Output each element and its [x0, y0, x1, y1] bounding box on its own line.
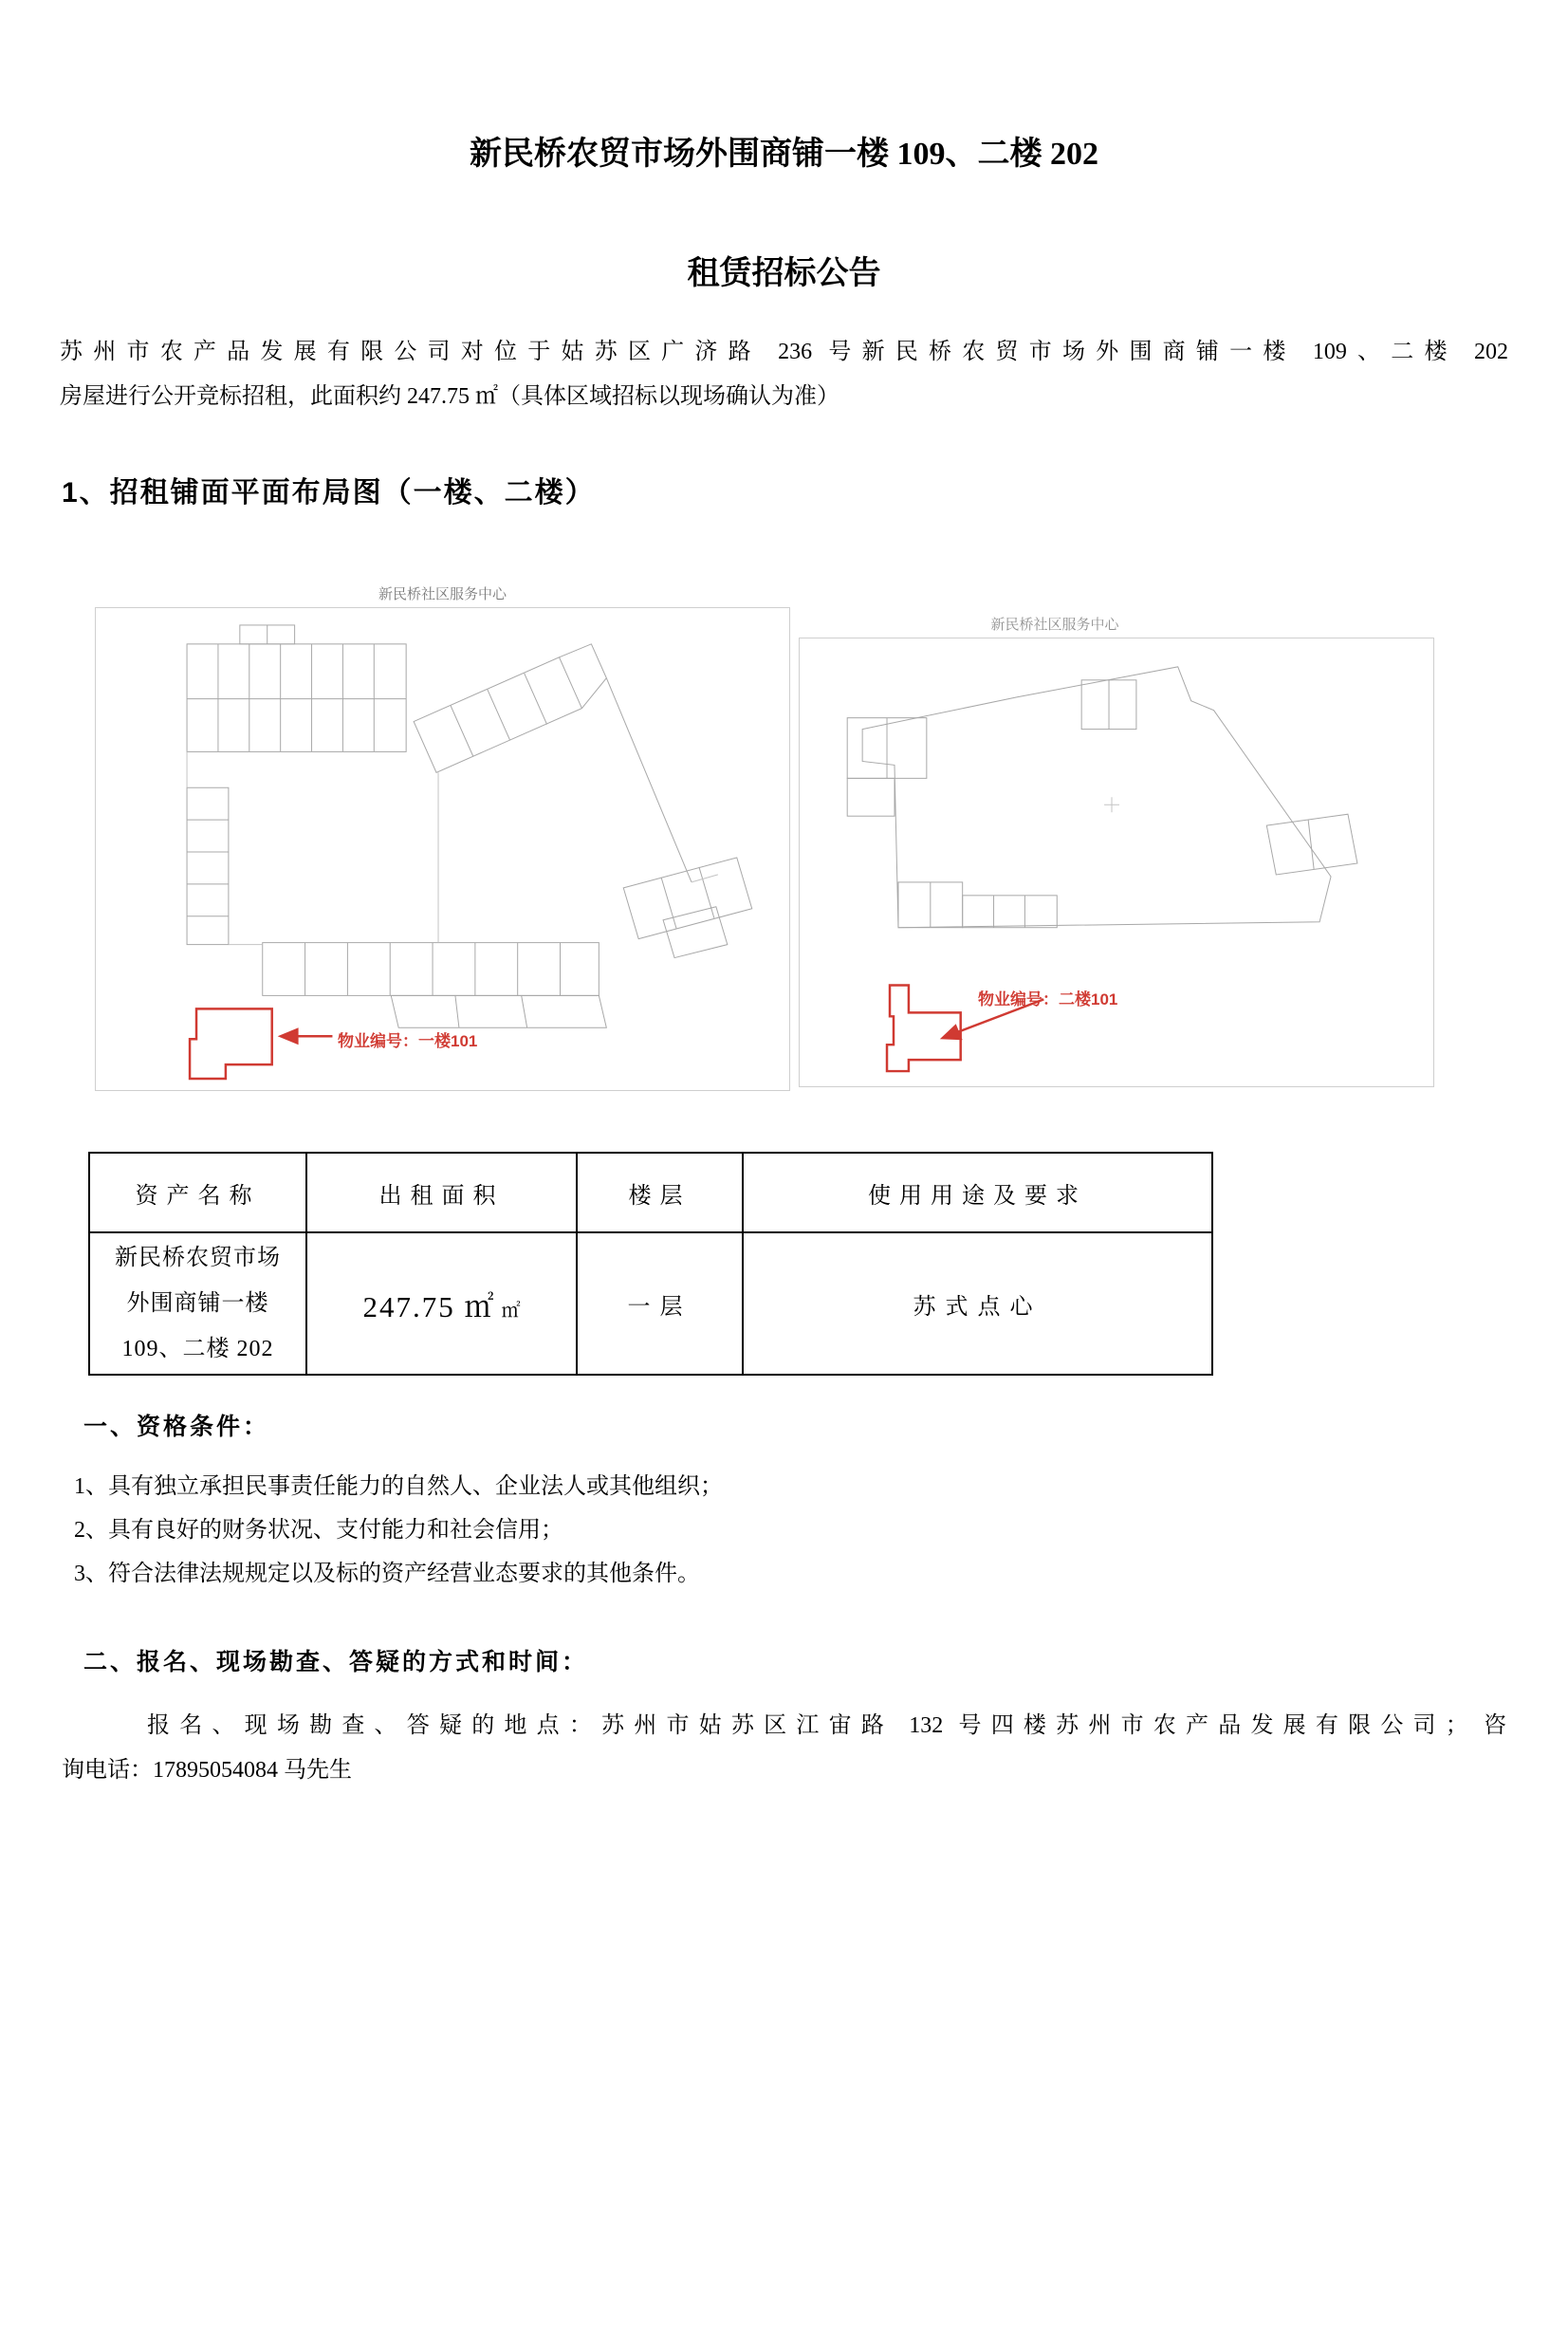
- asset-table: [88, 1152, 1213, 1376]
- document-page: [0, 131, 1568, 2349]
- cell-usage: 苏式点心: [743, 1232, 1212, 1375]
- floor1-arrowhead-icon: [278, 1027, 299, 1045]
- qualification-item-2: 2、具有良好的财务状况、支付能力和社会信用；: [74, 1518, 563, 1543]
- qualification-item-3: 3、符合法律法规规定以及标的资产经营业态要求的其他条件。: [74, 1562, 700, 1586]
- area-value: 247.75 ㎡: [362, 1289, 496, 1323]
- cell-asset-name: 新民桥农贸市场外围商铺一楼 109、二楼 202: [89, 1232, 306, 1375]
- floorplan-floor2: [799, 613, 1434, 1087]
- col-header-floor: 楼层: [577, 1153, 743, 1232]
- floorplan2-image: [799, 638, 1434, 1087]
- intro-paragraph: [60, 330, 1508, 419]
- col-header-usage: 使用用途及要求: [743, 1153, 1212, 1232]
- registration-paragraph: [62, 1704, 1506, 1793]
- registration-line-1: 报名、现场勘查、答疑的地点：苏州市姑苏区江宙路 132 号四楼苏州市农产品发展有限公司； 咨: [147, 1713, 1506, 1738]
- floor1-unit-label: 物业编号：一楼101: [338, 1032, 478, 1050]
- floor1-unit-outline: [190, 1008, 272, 1079]
- intro-line-1: 苏州市农产品发展有限公司对位于姑苏区广济路 236 号新民桥农贸市场外围商铺一楼 109、二楼 202: [60, 340, 1508, 364]
- layout-section-heading: 1、招租铺面平面布局图（一楼、二楼）: [62, 477, 596, 509]
- qualification-heading: 一、资格条件：: [83, 1414, 270, 1440]
- floorplan1-drawing: [96, 608, 789, 1090]
- floorplan1-image: [95, 607, 790, 1091]
- floorplan1-caption: 新民桥社区服务中心: [378, 587, 507, 602]
- floor2-arrowhead-icon: [940, 1024, 963, 1040]
- asset-table-header-row: [89, 1153, 1212, 1232]
- intro-line-2: 房屋进行公开竞标招租，此面积约 247.75 ㎡（具体区域招标以现场确认为准）: [60, 384, 839, 409]
- cell-area: [306, 1232, 577, 1375]
- document-subtitle: 租赁招标公告: [687, 256, 881, 291]
- col-header-area: 出租面积: [306, 1153, 577, 1232]
- qualification-item-1: 1、具有独立承担民事责任能力的自然人、企业法人或其他组织；: [74, 1474, 723, 1499]
- floorplans-container: [0, 575, 1568, 1106]
- floor2-unit-label: 物业编号：二楼101: [978, 990, 1118, 1008]
- area-unit-small: ㎡: [501, 1300, 521, 1322]
- floorplan-floor1: [95, 583, 790, 1091]
- cell-floor: 一层: [577, 1232, 743, 1375]
- floor2-unit-outline: [887, 985, 961, 1071]
- floorplan2-drawing: [800, 638, 1433, 1086]
- asset-table-row: [89, 1232, 1212, 1375]
- floorplan2-caption: 新民桥社区服务中心: [990, 618, 1119, 633]
- registration-heading: 二、报名、现场勘查、答疑的方式和时间：: [83, 1649, 589, 1675]
- registration-line-2: 询电话：17895054084 马先生: [62, 1758, 352, 1783]
- document-title: 新民桥农贸市场外围商铺一楼 109、二楼 202: [470, 137, 1098, 172]
- col-header-asset-name: 资产名称: [89, 1153, 306, 1232]
- qualification-list: [74, 1465, 1506, 1596]
